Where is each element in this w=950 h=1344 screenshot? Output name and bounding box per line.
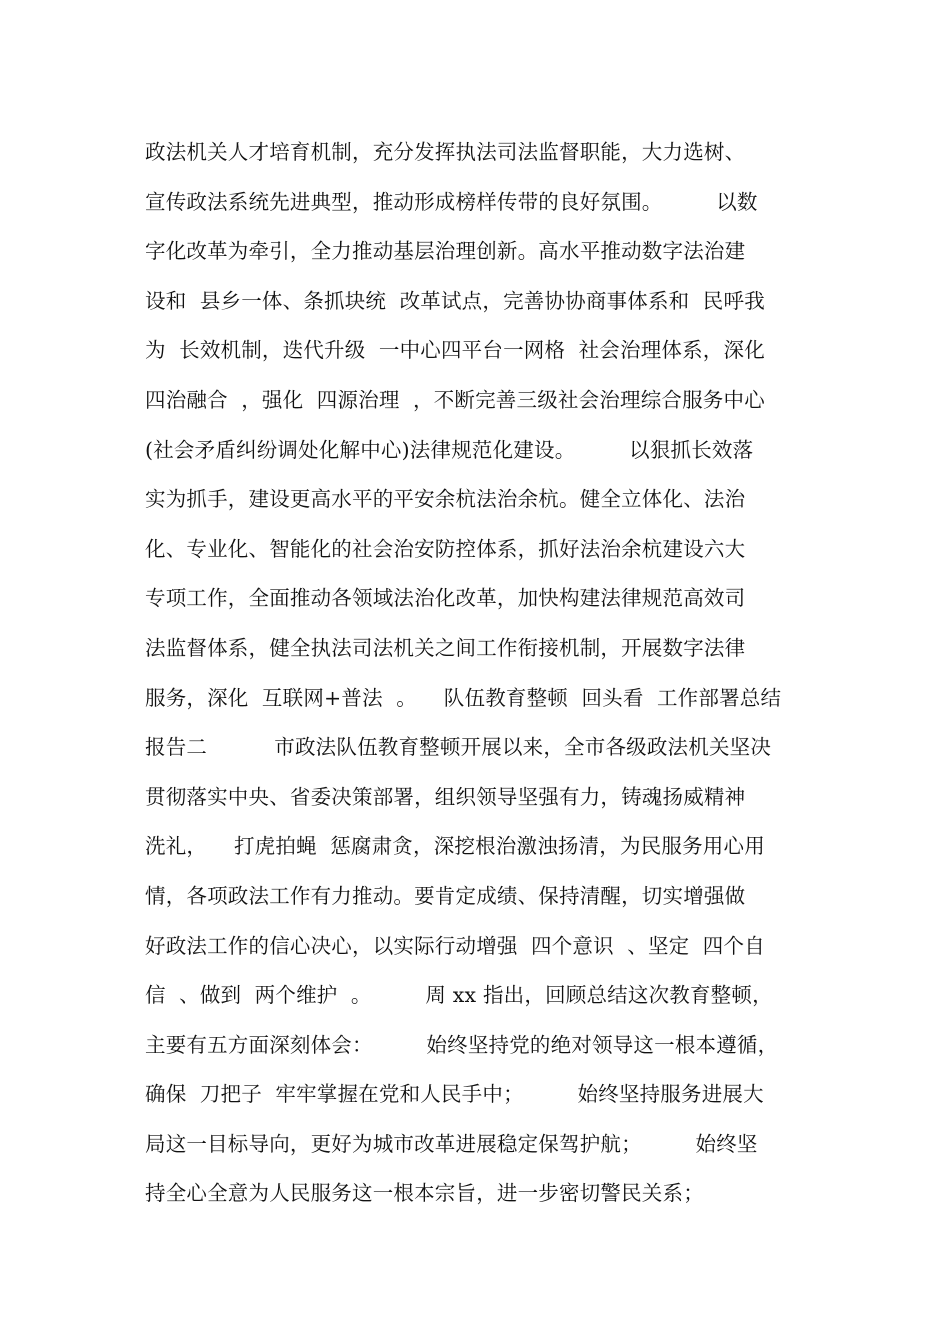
text-line: 法监督体系，健全执法司法机关之间工作衔接机制，开展数字法律: [145, 635, 746, 660]
text-line: 确保 刀把子 牢牢掌握在党和人民手中； 始终坚持服务进展大: [145, 1082, 764, 1107]
text-line: 实为抓手，建设更高水平的平安余杭法治余杭。健全立体化、法治: [145, 487, 746, 512]
text-line: 字化改革为牵引，全力推动基层治理创新。高水平推动数字法治建: [145, 239, 746, 264]
text-line: 为 长效机制，迭代升级 一中心四平台一网格 社会治理体系，深化: [145, 338, 765, 363]
body-text: [145, 128, 835, 1219]
text-line: 好政法工作的信心决心，以实际行动增强 四个意识 、坚定 四个自: [145, 933, 765, 958]
text-line: 持全心全意为人民服务这一根本宗旨，进一步密切警民关系；: [145, 1181, 704, 1206]
text-line: 洗礼， 打虎拍蝇 惩腐肃贪，深挖根治激浊扬清，为民服务用心用: [145, 834, 765, 859]
text-line: 四治融合 ，强化 四源治理 ，不断完善三级社会治理综合服务中心: [145, 387, 765, 412]
text-line: (社会矛盾纠纷调处化解中心)法律规范化建设。 以狠抓长效落: [145, 437, 754, 462]
text-line: 专项工作，全面推动各领域法治化改革，加快构建法律规范高效司: [145, 586, 746, 611]
text-line: 化、专业化、智能化的社会治安防控体系，抓好法治余杭建设六大: [145, 536, 746, 561]
text-line: 信 、做到 两个维护 。 周 xx 指出，回顾总结这次教育整顿，: [145, 983, 773, 1008]
text-line: 政法机关人才培育机制，充分发挥执法司法监督职能，大力选树、: [145, 140, 746, 164]
text-line: 服务，深化 互联网+普法 。 队伍教育整顿 回头看 工作部署总结: [145, 685, 782, 710]
text-line: 局这一目标导向，更好为城市改革进展稳定保驾护航； 始终坚: [145, 1131, 758, 1156]
text-line: 设和 县乡一体、条抓块统 改革试点，完善协协商事体系和 民呼我: [145, 288, 765, 313]
text-line: 报告二 市政法队伍教育整顿开展以来，全市各级政法机关坚决: [145, 735, 772, 760]
text-line: 宣传政法系统先进典型，推动形成榜样传带的良好氛围。 以数: [145, 189, 758, 214]
text-line: 主要有五方面深刻体会： 始终坚持党的绝对领导这一根本遵循，: [145, 1032, 779, 1057]
text-line: 贯彻落实中央、省委决策部署，组织领导坚强有力，铸魂扬威精神: [145, 784, 746, 809]
text-line: 情，各项政法工作有力推动。要肯定成绩、保持清醒，切实增强做: [145, 883, 746, 908]
